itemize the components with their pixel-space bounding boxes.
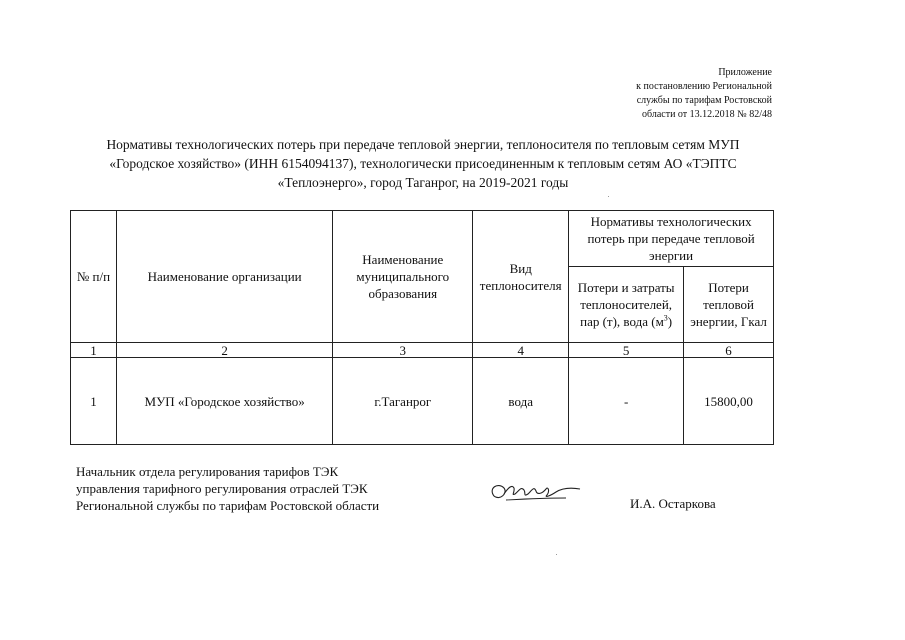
superscript-3: 3	[663, 313, 668, 323]
title-line: «Теплоэнерго», город Таганрог, на 2019-2021 годы	[277, 175, 569, 190]
header-num: № п/п	[71, 211, 117, 343]
appendix-line: к постановлению Региональной	[636, 81, 772, 92]
title-line: Нормативы технологических потерь при передаче тепловой энергии, теплоносителя по тепловым сетям МУП	[106, 137, 740, 152]
column-number: 1	[71, 343, 117, 358]
signoff-line: Начальник отдела регулирования тарифов ТЭК	[76, 464, 339, 479]
header-carrier-losses-close: )	[667, 314, 673, 329]
table-row	[71, 358, 774, 445]
header-municipality: Наименование муниципального образования	[333, 211, 473, 343]
handwritten-signature	[484, 474, 584, 514]
column-number: 4	[473, 343, 569, 358]
signoff-line: Региональной службы по тарифам Ростовской области	[76, 498, 380, 513]
header-carrier-losses-text: Потери и затраты теплоносителей, пар (т), вода (м	[577, 280, 675, 329]
signoff-position	[76, 463, 379, 514]
column-number-row	[71, 343, 774, 358]
header-carrier-type: Вид теплоносителя	[473, 211, 569, 343]
appendix-line: Приложение	[718, 67, 772, 78]
signer-name: И.А. Остаркова	[630, 496, 716, 511]
cell-carrier-type: вода	[473, 358, 569, 445]
scan-speck	[556, 554, 557, 555]
header-organization: Наименование организации	[116, 211, 333, 343]
header-heat-losses: Потери тепловой энергии, Гкал	[684, 267, 774, 343]
cell-num: 1	[71, 358, 117, 445]
title-line: «Городское хозяйство» (ИНН 6154094137), технологически присоединенным к тепловым сетям АО «ТЭПТС	[109, 156, 737, 171]
signoff-line: управления тарифного регулирования отраслей ТЭК	[76, 481, 368, 496]
header-carrier-losses	[569, 267, 684, 343]
column-number: 3	[333, 343, 473, 358]
cell-carrier-losses: -	[569, 358, 684, 445]
document-title	[78, 135, 768, 192]
column-number: 6	[684, 343, 774, 358]
cell-municipality: г.Таганрог	[333, 358, 473, 445]
cell-organization: МУП «Городское хозяйство»	[116, 358, 333, 445]
column-number: 2	[116, 343, 333, 358]
header-norms-group: Нормативы технологических потерь при передаче тепловой энергии	[569, 211, 774, 267]
cell-heat-losses: 15800,00	[684, 358, 774, 445]
table-header-row	[71, 211, 774, 267]
scan-speck	[608, 196, 609, 197]
norms-table	[70, 210, 774, 445]
appendix-note	[636, 66, 772, 122]
appendix-line: службы по тарифам Ростовской	[636, 95, 772, 106]
appendix-line: области от 13.12.2018 № 82/48	[642, 109, 772, 120]
column-number: 5	[569, 343, 684, 358]
